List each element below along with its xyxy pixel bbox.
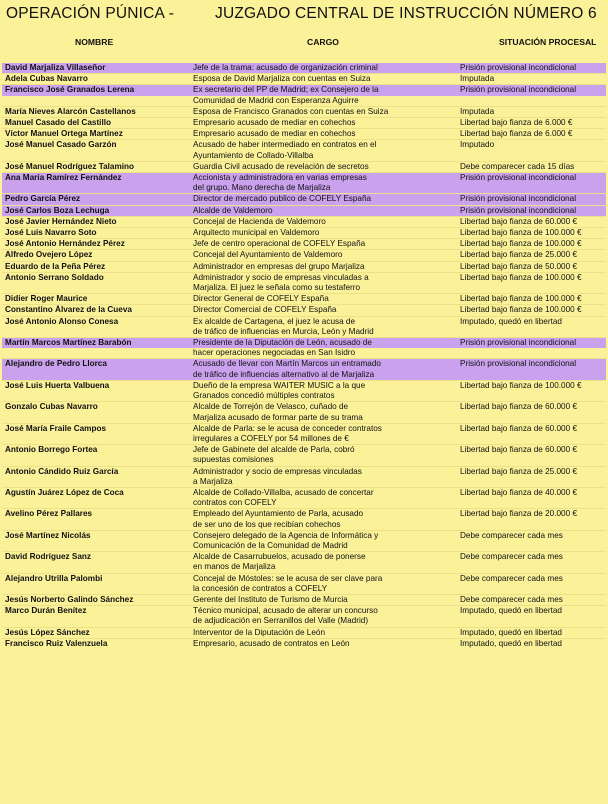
table-row [2, 380, 606, 391]
table-row [2, 272, 606, 283]
table-row [2, 638, 606, 649]
cell-situacion: Libertad bajo fianza de 60.000 € [457, 216, 606, 227]
cell-situacion [457, 455, 606, 466]
cell-cargo: Esposa de Francisco Granados con cuentas en Suiza [190, 106, 457, 117]
cell-situacion: Libertad bajo fianza de 100.000 € [457, 228, 606, 239]
table-row [2, 573, 606, 584]
defendants-table [2, 63, 606, 649]
table-row [2, 562, 606, 573]
table-row [2, 584, 606, 595]
cell-cargo: Alcalde de Parla: se le acusa de conceder contratos [190, 423, 457, 434]
table-row [2, 96, 606, 107]
table-row [2, 316, 606, 327]
cell-cargo: Accionista y administradora en varias empresas [190, 173, 457, 184]
cell-cargo: Alcalde de Casarrubuelos, acusado de ponerse [190, 552, 457, 563]
header-situacion: SITUACIÓN PROCESAL [499, 37, 597, 47]
cell-situacion: Libertad bajo fianza de 40.000 € [457, 487, 606, 498]
table-row [2, 370, 606, 381]
cell-cargo: irregulares a COFELY por 54 millones de € [193, 433, 349, 443]
cell-nombre: Agustín Juárez López de Coca [2, 487, 190, 498]
cell-cargo: Presidente de la Diputación de León, acusado de [190, 338, 457, 349]
cell-situacion: Imputado, quedó en libertad [457, 638, 606, 649]
table-row [2, 338, 606, 349]
table-row [2, 359, 606, 370]
cell-cargo: Consejero delegado de la Agencia de Informática y [190, 530, 457, 541]
header-cargo: CARGO [307, 37, 339, 47]
cell-nombre: José María Fraile Campos [2, 423, 190, 434]
cell-nombre: Marco Durán Benítez [2, 606, 190, 617]
cell-situacion: Imputada [457, 74, 606, 85]
cell-cargo: Jefe de la trama: acusado de organización criminal [190, 63, 457, 74]
cell-cargo: a Marjaliza [193, 476, 233, 486]
cell-cargo: la concesión de contratos a COFELY [193, 583, 328, 593]
cell-nombre: Alejandro Utrilla Palombi [2, 573, 190, 584]
cell-situacion: Libertad bajo fianza de 25.000 € [457, 250, 606, 261]
table-row [2, 445, 606, 456]
cell-situacion: Prisión provisional incondicional [457, 85, 606, 96]
cell-nombre: José Martínez Nicolás [2, 530, 190, 541]
cell-situacion: Libertad bajo fianza de 60.000 € [457, 445, 606, 456]
cell-nombre [2, 327, 190, 338]
cell-situacion: Imputado, quedó en libertad [457, 627, 606, 638]
table-row [2, 348, 606, 359]
cell-nombre [2, 477, 190, 488]
cell-cargo: de ser uno de los que recibían cohechos [193, 519, 341, 529]
cell-situacion: Libertad bajo fianza de 20.000 € [457, 509, 606, 520]
table-row [2, 205, 606, 216]
cell-nombre: José Manuel Casado Garzón [2, 140, 190, 151]
cell-nombre: Eduardo de la Peña Pérez [2, 261, 190, 272]
cell-cargo: Dueño de la empresa WAITER MUSIC a la que [190, 380, 457, 391]
cell-cargo: Comunicación de la Comunidad de Madrid [193, 540, 348, 550]
cell-cargo: del grupo. Mano derecha de Marjaliza [190, 183, 457, 194]
table-row [2, 552, 606, 563]
cell-nombre: María Nieves Alarcón Castellanos [2, 106, 190, 117]
cell-nombre: Manuel Casado del Castillo [2, 118, 190, 129]
cell-cargo: Guardia Civil acusado de revelación de secretos [190, 161, 457, 172]
table-row [2, 498, 606, 509]
cell-nombre [2, 370, 190, 381]
table-row [2, 434, 606, 445]
cell-situacion: Imputado, quedó en libertad [457, 316, 606, 327]
cell-nombre [2, 616, 190, 627]
cell-nombre [2, 151, 190, 162]
cell-nombre [2, 413, 190, 424]
cell-situacion [457, 370, 606, 381]
cell-situacion [457, 541, 606, 552]
cell-cargo: Jefe de Gabinete del alcalde de Parla, cobró [190, 445, 457, 456]
table-row [2, 477, 606, 488]
cell-nombre: Francisco José Granados Lerena [2, 85, 190, 96]
cell-cargo: Acusado de llevar con Martín Marcos un entramado [190, 359, 457, 370]
cell-cargo: Acusado de haber intermediado en contratos en el [190, 140, 457, 151]
table-row [2, 530, 606, 541]
cell-cargo: Concejal de Móstoles: se le acusa de ser clave para [190, 573, 457, 584]
cell-nombre: Antonio Cándido Ruiz García [2, 466, 190, 477]
cell-situacion [457, 498, 606, 509]
table-row [2, 161, 606, 172]
cell-cargo: de tráfico de influencias alternativo al de Marjaliza [190, 370, 457, 381]
cell-situacion: Prisión provisional incondicional [457, 63, 606, 74]
cell-nombre: Avelino Pérez Pallares [2, 509, 190, 520]
cell-situacion [457, 327, 606, 338]
cell-cargo: Alcalde de Torrejón de Velasco, cuñado de [190, 402, 457, 413]
cell-nombre: Gonzalo Cubas Navarro [2, 402, 190, 413]
cell-nombre [2, 455, 190, 466]
table-row [2, 239, 606, 250]
cell-situacion: Debe comparecer cada mes [457, 594, 606, 605]
cell-situacion: Libertad bajo fianza de 100.000 € [457, 239, 606, 250]
table-row [2, 541, 606, 552]
cell-situacion [457, 477, 606, 488]
cell-situacion: Libertad bajo fianza de 100.000 € [457, 272, 606, 283]
cell-cargo: Técnico municipal, acusado de alterar un concurso [190, 606, 457, 617]
table-row [2, 627, 606, 638]
cell-situacion: Libertad bajo fianza de 25.000 € [457, 466, 606, 477]
cell-cargo: Empresario, acusado de contratos en León [190, 638, 457, 649]
cell-situacion: Prisión provisional incondicional [457, 173, 606, 184]
table-row [2, 509, 606, 520]
table-row [2, 261, 606, 272]
cell-cargo: Ex secretario del PP de Madrid; ex Consejero de la [190, 85, 457, 96]
court-title: JUZGADO CENTRAL DE INSTRUCCIÓN NÚMERO 6 [215, 5, 597, 22]
table-row [2, 606, 606, 617]
cell-situacion: Libertad bajo fianza de 100.000 € [457, 294, 606, 305]
table-row [2, 183, 606, 194]
cell-nombre: José Javier Hernández Nieto [2, 216, 190, 227]
cell-cargo: supuestas comisiones [193, 455, 274, 465]
cell-cargo: Concejal de Hacienda de Valdemoro [190, 216, 457, 227]
table-row [2, 74, 606, 85]
table-row [2, 216, 606, 227]
cell-nombre: David Marjaliza Villaseñor [2, 63, 190, 74]
cell-nombre: Jesús Norberto Galindo Sánchez [2, 594, 190, 605]
cell-cargo: Marjaliza acusado de formar parte de su trama [193, 412, 363, 422]
cell-situacion: Libertad bajo fianza de 60.000 € [457, 402, 606, 413]
table-row [2, 194, 606, 205]
cell-cargo: Empresario acusado de mediar en cohechos [190, 118, 457, 129]
cell-situacion: Debe comparecer cada mes [457, 573, 606, 584]
cell-situacion [457, 151, 606, 162]
cell-situacion [457, 413, 606, 424]
cell-situacion: Libertad bajo fianza de 50.000 € [457, 261, 606, 272]
cell-cargo: hacer operaciones negociadas en San Isidro [193, 348, 356, 358]
cell-nombre [2, 391, 190, 402]
cell-cargo: Marjaliza. El juez le señala como su testaferro [193, 283, 361, 293]
table-row [2, 63, 606, 74]
table-row [2, 106, 606, 117]
cell-nombre: José Carlos Boza Lechuga [2, 205, 190, 216]
cell-cargo: de adjudicación en Serranillos del Valle (Madrid) [193, 616, 369, 626]
cell-nombre: Pedro García Pérez [2, 194, 190, 205]
cell-nombre [2, 541, 190, 552]
cell-nombre [2, 520, 190, 531]
cell-situacion: Libertad bajo fianza de 6.000 € [457, 118, 606, 129]
cell-cargo: Director Comercial de COFELY España [190, 305, 457, 316]
cell-cargo: Alcalde de Collado-Villalba, acusado de concertar [190, 487, 457, 498]
cell-nombre: Constantino Álvarez de la Cueva [2, 305, 190, 316]
cell-nombre: Didier Roger Maurice [2, 294, 190, 305]
cell-nombre: Antonio Borrego Fortea [2, 445, 190, 456]
cell-situacion: Libertad bajo fianza de 100.000 € [457, 305, 606, 316]
cell-nombre: Ana María Ramírez Fernández [2, 173, 190, 184]
cell-situacion: Prisión provisional incondicional [457, 338, 606, 349]
table-row [2, 487, 606, 498]
title-bar [4, 4, 604, 26]
cell-situacion: Imputado [457, 140, 606, 151]
cell-nombre: Jesús López Sánchez [2, 627, 190, 638]
table-row [2, 173, 606, 184]
cell-situacion: Imputada [457, 106, 606, 117]
table-row [2, 520, 606, 531]
cell-nombre: David Rodríguez Sanz [2, 552, 190, 563]
cell-situacion [457, 616, 606, 627]
table-row [2, 228, 606, 239]
cell-situacion: Imputado, quedó en libertad [457, 606, 606, 617]
cell-cargo: Director General de COFELY España [190, 294, 457, 305]
table-row [2, 616, 606, 627]
cell-cargo: Administrador y socio de empresas vinculadas [190, 466, 457, 477]
table-row [2, 129, 606, 140]
cell-cargo: Interventor de la Diputación de León [190, 627, 457, 638]
cell-situacion [457, 434, 606, 445]
cell-nombre [2, 96, 190, 107]
cell-situacion [457, 348, 606, 359]
cell-situacion: Libertad bajo fianza de 100.000 € [457, 380, 606, 391]
cell-situacion: Debe comparecer cada mes [457, 552, 606, 563]
cell-cargo: Director de mercado publico de COFELY España [190, 194, 457, 205]
cell-nombre: Francisco Ruiz Valenzuela [2, 638, 190, 649]
table-row [2, 294, 606, 305]
cell-nombre: José Manuel Rodríguez Talamino [2, 161, 190, 172]
cell-situacion: Debe comparecer cada mes [457, 530, 606, 541]
table-row [2, 140, 606, 151]
table-row [2, 391, 606, 402]
cell-cargo: Ayuntamiento de Collado-Villalba [193, 150, 314, 160]
cell-nombre: Alfredo Ovejero López [2, 250, 190, 261]
cell-cargo: Empresario acusado de mediar en cohechos [190, 129, 457, 140]
table-row [2, 402, 606, 413]
table-row [2, 594, 606, 605]
table-row [2, 423, 606, 434]
cell-nombre [2, 283, 190, 294]
cell-cargo: Administrador en empresas del grupo Marjaliza [190, 261, 457, 272]
table-row [2, 413, 606, 424]
cell-nombre [2, 498, 190, 509]
table-row [2, 85, 606, 96]
table-row [2, 466, 606, 477]
cell-situacion [457, 520, 606, 531]
cell-cargo: contratos con COFELY [193, 498, 277, 508]
table-row [2, 250, 606, 261]
cell-situacion: Prisión provisional incondicional [457, 205, 606, 216]
cell-situacion: Prisión provisional incondicional [457, 359, 606, 370]
header-nombre: NOMBRE [75, 37, 114, 47]
table-row [2, 455, 606, 466]
cell-situacion [457, 283, 606, 294]
cell-nombre: Martín Marcos Martínez Barabón [2, 338, 190, 349]
cell-cargo: Arquitecto municipal en Valdemoro [190, 228, 457, 239]
cell-cargo: Comunidad de Madrid con Esperanza Aguirre [193, 95, 359, 105]
cell-situacion [457, 183, 606, 194]
cell-cargo: Ex alcalde de Cartagena, el juez le acusa de [190, 316, 457, 327]
cell-situacion [457, 391, 606, 402]
cell-nombre [2, 183, 190, 194]
table-row [2, 151, 606, 162]
cell-cargo: Jefe de centro operacional de COFELY España [190, 239, 457, 250]
cell-nombre: José Luis Huerta Valbuena [2, 380, 190, 391]
cell-cargo: Empleado del Ayuntamiento de Parla, acusado [190, 509, 457, 520]
cell-situacion: Libertad bajo fianza de 6.000 € [457, 129, 606, 140]
cell-cargo: Granados concedió múltiples contratos [193, 391, 335, 401]
cell-cargo: Alcalde de Valdemoro [190, 205, 457, 216]
cell-nombre [2, 434, 190, 445]
cell-cargo: de tráfico de influencias en Murcia, León y Madrid [193, 326, 374, 336]
cell-cargo: en manos de Marjaliza [193, 562, 276, 572]
cell-cargo: Esposa de David Marjaliza con cuentas en Suiza [190, 74, 457, 85]
cell-situacion [457, 584, 606, 595]
cell-nombre: Víctor Manuel Ortega Martínez [2, 129, 190, 140]
cell-nombre: Alejandro de Pedro Llorca [2, 359, 190, 370]
table-row [2, 305, 606, 316]
cell-situacion: Prisión provisional incondicional [457, 194, 606, 205]
column-headers [0, 37, 608, 53]
table-row [2, 283, 606, 294]
table-row [2, 327, 606, 338]
document-title: OPERACIÓN PÚNICA - [6, 5, 175, 22]
cell-cargo: Concejal del Ayuntamiento de Valdemoro [190, 250, 457, 261]
cell-nombre [2, 584, 190, 595]
cell-nombre: Antonio Serrano Soldado [2, 272, 190, 283]
cell-situacion [457, 96, 606, 107]
cell-nombre: José Luis Navarro Soto [2, 228, 190, 239]
cell-nombre: Adela Cubas Navarro [2, 74, 190, 85]
cell-nombre: José Antonio Hernández Pérez [2, 239, 190, 250]
cell-nombre [2, 348, 190, 359]
cell-situacion: Debe comparecer cada 15 días [457, 161, 606, 172]
cell-situacion [457, 562, 606, 573]
cell-situacion: Libertad bajo fianza de 60.000 € [457, 423, 606, 434]
cell-nombre [2, 562, 190, 573]
table-row [2, 118, 606, 129]
cell-cargo: Administrador y socio de empresas vinculadas a [190, 272, 457, 283]
cell-cargo: Gerente del Instituto de Turismo de Murcia [190, 594, 457, 605]
cell-nombre: José Antonio Alonso Conesa [2, 316, 190, 327]
